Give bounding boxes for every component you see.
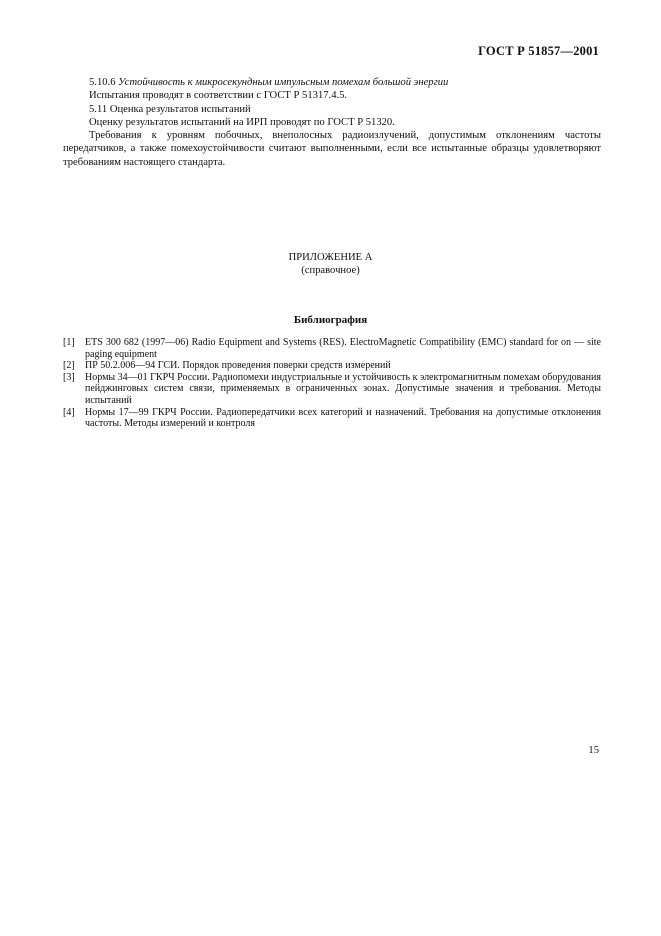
paragraph: Оценку результатов испытаний на ИРП проводят по ГОСТ Р 51320. — [89, 116, 395, 128]
bibliography-list — [63, 337, 601, 430]
section-title: Оценка результатов испытаний — [109, 103, 251, 115]
bibliography-item-text: Нормы 34—01 ГКРЧ России. Радиопомехи индустриальные и устойчивость к электромагнитным помехам оборудования пейджинговых систем связи, применяемых в ограниченных зонах. Допустимые значения и требования. Методы испытаний — [85, 371, 601, 406]
section-number: 5.10.6 — [89, 77, 116, 88]
bibliography-item — [63, 407, 601, 430]
main-text — [63, 76, 601, 169]
bibliography-item-number: [4] — [63, 406, 75, 418]
document-header: ГОСТ Р 51857—2001 — [478, 44, 599, 58]
appendix-title: ПРИЛОЖЕНИЕ А — [288, 252, 373, 263]
section-title: Устойчивость к микросекундным импульсным помехам большой энергии — [118, 77, 449, 88]
bibliography-item-number: [2] — [63, 360, 75, 372]
appendix-subtitle: (справочное) — [301, 264, 360, 276]
bibliography-title: Библиография — [293, 314, 368, 326]
section-heading-5-11 — [63, 103, 601, 116]
paragraph: Испытания проводят в соответствии с ГОСТ Р 51317.4.5. — [89, 90, 348, 102]
bibliography-item — [63, 372, 601, 407]
bibliography-item — [63, 360, 601, 372]
bibliography-item-text: Нормы 17—99 ГКРЧ России. Радиопередатчики всех категорий и назначений. Требования на допустимые отклонения частоты. Методы измерений и контроля — [85, 406, 601, 430]
bibliography-item-number: [3] — [63, 371, 75, 383]
bibliography-item-number: [1] — [63, 337, 75, 348]
section-number: 5.11 — [89, 103, 108, 115]
bibliography-item — [63, 337, 601, 360]
section-heading-5-10-6 — [63, 76, 601, 89]
page-number: 15 — [588, 745, 599, 756]
bibliography-item-text: ПР 50.2.006—94 ГСИ. Порядок проведения поверки средств измерений — [85, 360, 391, 372]
bibliography-item-text: ETS 300 682 (1997—06) Radio Equipment and Systems (RES). ElectroMagnetic Compatibility (EMC) standard for on — site paging equipment — [85, 337, 601, 360]
appendix-heading — [0, 252, 661, 277]
paragraph: Требования к уровням побочных, внеполосных радиоизлучений, допустимым отклонениям частоты передатчиков, а также помехоустойчивости считают выполненными, если все испытанные образцы удовлетворяют требованиям настоящего стандарта. — [63, 130, 601, 168]
